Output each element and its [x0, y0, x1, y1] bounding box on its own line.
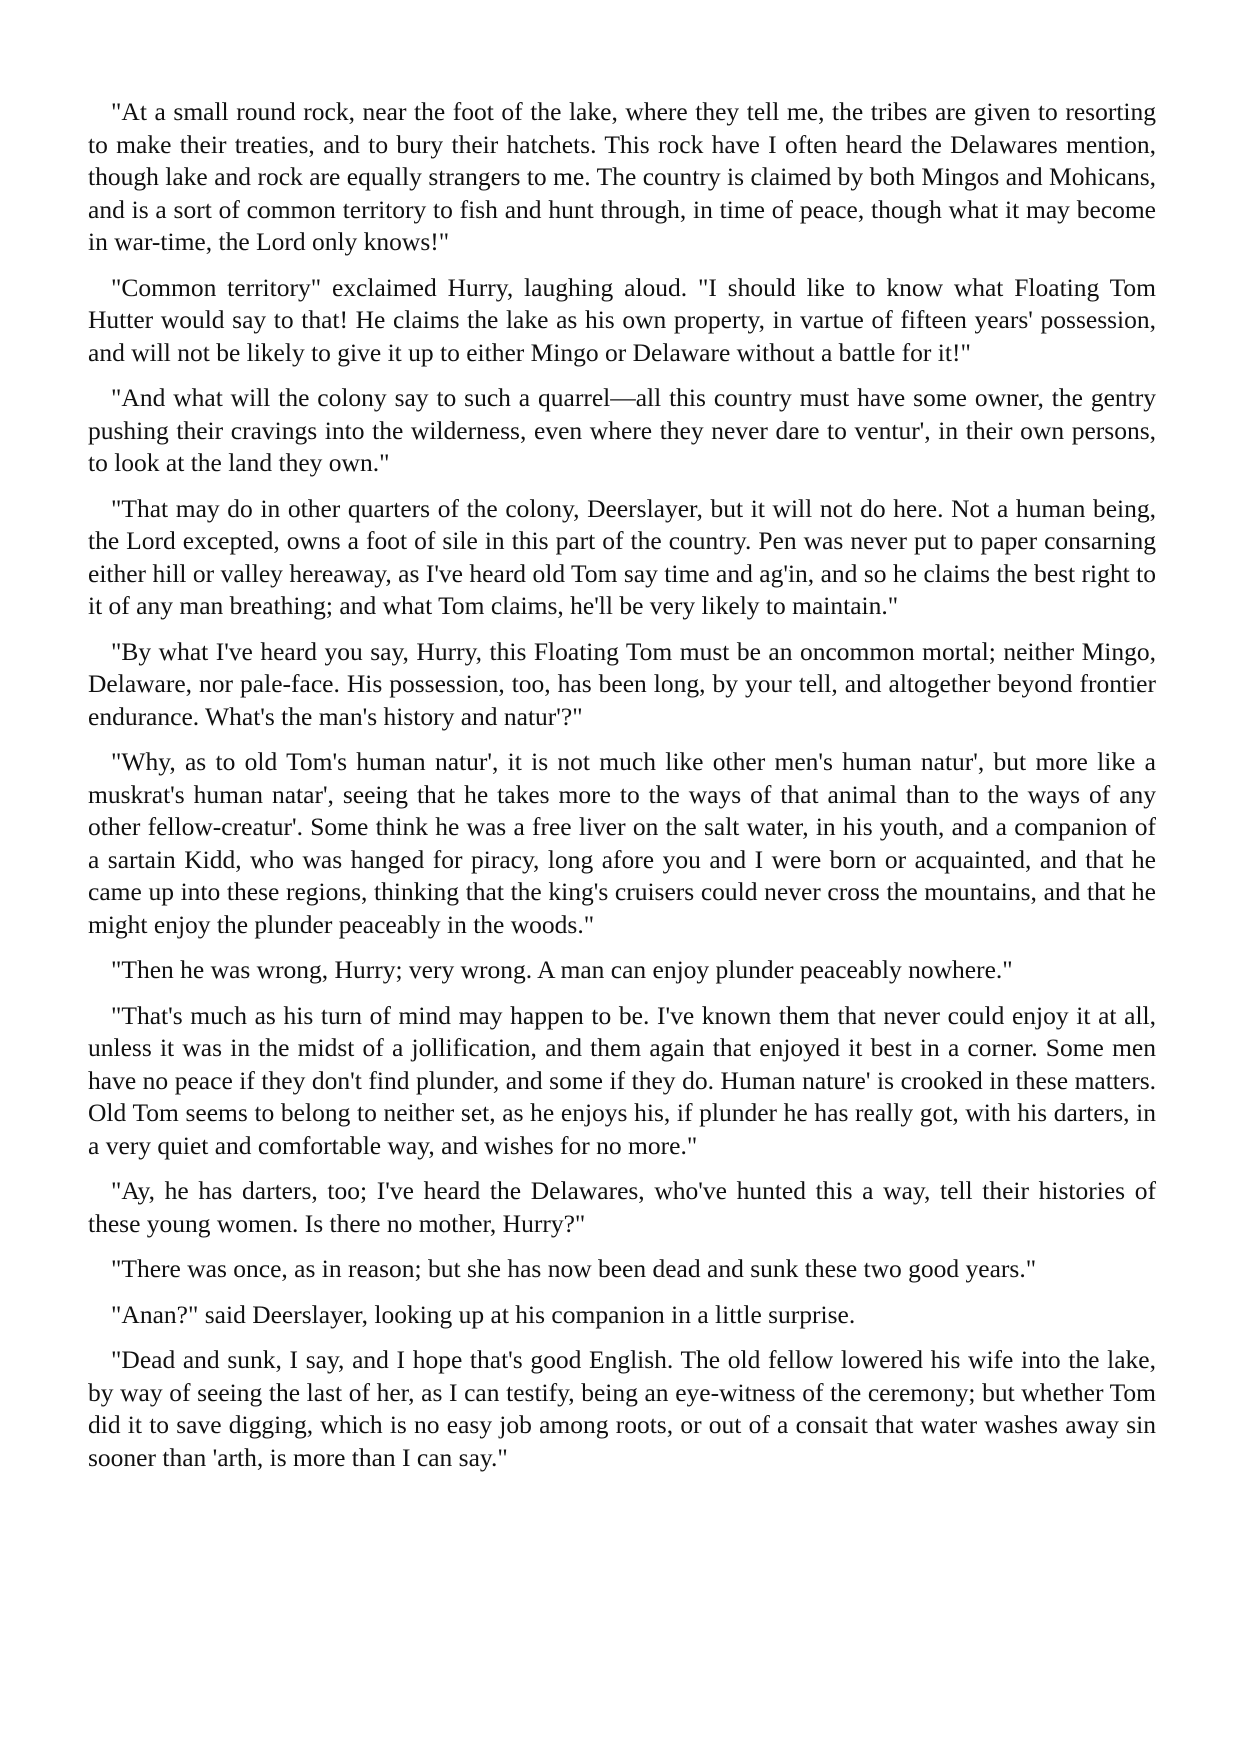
- paragraph-2: "Common territory" exclaimed Hurry, laughing aloud. "I should like to know what Floating Tom Hutter would say to that! He claims the lake as his own property, in vartue of fifteen years' possession, and will not be likely to give it up to either Mingo or Delaware without a battle for it!": [88, 272, 1156, 367]
- paragraph-4: "That may do in other quarters of the colony, Deerslayer, but it will not do here. Not a human being, the Lord excepted, owns a foot of sile in this part of the country. Pen was never put to paper consarning either hill or valley hereaway, as I've heard old Tom say time and ag'in, and so he claims the best right to it of any man breathing; and what Tom claims, he'll be very likely to maintain.": [88, 493, 1156, 620]
- paragraph-11: "Anan?" said Deerslayer, looking up at his companion in a little surprise.: [111, 1299, 856, 1329]
- paragraph-8: "That's much as his turn of mind may happen to be. I've known them that never could enjoy it at all, unless it was in the midst of a jollification, and them again that enjoyed it best in a corner. Some men have no peace if they don't find plunder, and some if they do. Human nature' is crooked in these matters. Old Tom seems to belong to neither set, as he enjoys his, if plunder he has really got, with his darters, in a very quiet and comfortable way, and wishes for no more.": [88, 1000, 1156, 1160]
- paragraph-1: "At a small round rock, near the foot of the lake, where they tell me, the tribes are given to resorting to make their treaties, and to bury their hatchets. This rock have I often heard the Delawares mention, though lake and rock are equally strangers to me. The country is claimed by both Mingos and Mohicans, and is a sort of common territory to fish and hunt through, in time of peace, though what it may become in war-time, the Lord only knows!": [88, 97, 1156, 256]
- paragraph-9: "Ay, he has darters, too; I've heard the Delawares, who've hunted this a way, tell their histories of these young women. Is there no mother, Hurry?": [88, 1176, 1156, 1238]
- paragraph-3: "And what will the colony say to such a quarrel—all this country must have some owner, the gentry pushing their cravings into the wilderness, even where they never dare to ventur', in their own persons, to look at the land they own.": [88, 383, 1156, 477]
- paragraph-10: "There was once, as in reason; but she has now been dead and sunk these two good years.": [111, 1254, 1037, 1283]
- paragraph-6: "Why, as to old Tom's human natur', it is not much like other men's human natur', but more like a muskrat's human natar', seeing that he takes more to the ways of that animal than to the ways of any other fellow-creatur'. Some think he was a free liver on the salt water, in his youth, and a companion of a sartain Kidd, who was hanged for piracy, long afore you and I were born or acquainted, and that he came up into these regions, thinking that the king's cruisers could never cross the mountains, and that he might enjoy the plunder peaceably in the woods.": [88, 747, 1156, 939]
- paragraph-12: "Dead and sunk, I say, and I hope that's good English. The old fellow lowered his wife into the lake, by way of seeing the last of her, as I can testify, being an eye-witness of the ceremony; but whether Tom did it to save digging, which is no easy job among roots, or out of a consait that water washes away sin sooner than 'arth, is more than I can say.": [88, 1345, 1156, 1472]
- paragraph-5: "By what I've heard you say, Hurry, this Floating Tom must be an oncommon mortal; neither Mingo, Delaware, nor pale-face. His possession, too, has been long, by your tell, and altogether beyond frontier endurance. What's the man's history and natur'?": [88, 636, 1156, 731]
- paragraph-7: "Then he was wrong, Hurry; very wrong. A man can enjoy plunder peaceably nowhere.": [111, 955, 1013, 984]
- book-page: [88, 96, 1156, 1487]
